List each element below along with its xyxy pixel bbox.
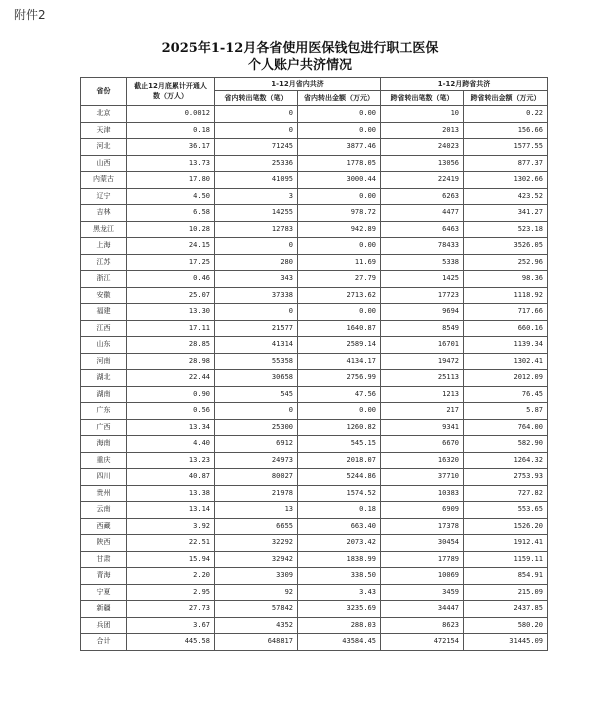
cross-amount-cell: 3526.05 <box>464 238 548 255</box>
table-row <box>81 584 548 601</box>
header-intra-count: 省内转出笔数（笔） <box>215 91 298 106</box>
cross-amount-cell: 76.45 <box>464 386 548 403</box>
cumulative-cell: 22.51 <box>127 535 215 552</box>
cross-amount-cell: 580.20 <box>464 617 548 634</box>
table-row <box>81 601 548 618</box>
cross-count-cell: 78433 <box>381 238 464 255</box>
cumulative-cell: 13.30 <box>127 304 215 321</box>
table-row <box>81 106 548 123</box>
cross-amount-cell: 5.87 <box>464 403 548 420</box>
cumulative-cell: 3.67 <box>127 617 215 634</box>
province-cell: 天津 <box>81 122 127 139</box>
cumulative-cell: 0.46 <box>127 271 215 288</box>
header-cross-count: 跨省转出笔数（笔） <box>381 91 464 106</box>
table-row <box>81 172 548 189</box>
cumulative-cell: 3.92 <box>127 518 215 535</box>
province-cell: 上海 <box>81 238 127 255</box>
cross-count-cell: 8623 <box>381 617 464 634</box>
intra-amount-cell: 3.43 <box>298 584 381 601</box>
cross-count-cell: 16701 <box>381 337 464 354</box>
cumulative-cell: 0.0012 <box>127 106 215 123</box>
intra-amount-cell: 4134.17 <box>298 353 381 370</box>
cross-count-cell: 17378 <box>381 518 464 535</box>
intra-count-cell: 13 <box>215 502 298 519</box>
cumulative-cell: 10.28 <box>127 221 215 238</box>
intra-amount-cell: 27.79 <box>298 271 381 288</box>
province-cell: 山西 <box>81 155 127 172</box>
cross-count-cell: 17789 <box>381 551 464 568</box>
cross-count-cell: 16320 <box>381 452 464 469</box>
province-cell: 辽宁 <box>81 188 127 205</box>
cross-amount-cell: 1139.34 <box>464 337 548 354</box>
table-row <box>81 287 548 304</box>
province-cell: 江苏 <box>81 254 127 271</box>
province-cell: 青海 <box>81 568 127 585</box>
province-cell: 云南 <box>81 502 127 519</box>
intra-amount-cell: 5244.86 <box>298 469 381 486</box>
cross-amount-cell: 215.09 <box>464 584 548 601</box>
table-row <box>81 436 548 453</box>
cumulative-cell: 17.80 <box>127 172 215 189</box>
province-cell: 海南 <box>81 436 127 453</box>
cumulative-cell: 24.15 <box>127 238 215 255</box>
total-row <box>81 634 548 651</box>
intra-count-cell: 3309 <box>215 568 298 585</box>
cross-count-cell: 6670 <box>381 436 464 453</box>
cumulative-cell: 22.44 <box>127 370 215 387</box>
intra-amount-cell: 288.03 <box>298 617 381 634</box>
table-row <box>81 518 548 535</box>
cross-count-cell: 6463 <box>381 221 464 238</box>
cross-amount-cell: 1912.41 <box>464 535 548 552</box>
province-cell: 黑龙江 <box>81 221 127 238</box>
province-cell: 安徽 <box>81 287 127 304</box>
cross-count-cell: 22419 <box>381 172 464 189</box>
intra-count-cell: 41095 <box>215 172 298 189</box>
intra-amount-cell: 2589.14 <box>298 337 381 354</box>
cross-count-cell: 2013 <box>381 122 464 139</box>
cumulative-cell: 13.23 <box>127 452 215 469</box>
cross-count-cell: 6909 <box>381 502 464 519</box>
cross-amount-cell: 523.18 <box>464 221 548 238</box>
header-intra-group: 1-12月省内共济 <box>215 78 381 91</box>
province-cell: 内蒙古 <box>81 172 127 189</box>
cross-amount-cell: 660.16 <box>464 320 548 337</box>
intra-amount-cell: 978.72 <box>298 205 381 222</box>
table-row <box>81 469 548 486</box>
cross-count-cell: 9341 <box>381 419 464 436</box>
intra-count-cell: 0 <box>215 122 298 139</box>
table-row <box>81 419 548 436</box>
cross-amount-cell: 1159.11 <box>464 551 548 568</box>
province-cell: 河北 <box>81 139 127 156</box>
intra-amount-cell: 1260.82 <box>298 419 381 436</box>
table-row <box>81 320 548 337</box>
cross-count-cell: 5338 <box>381 254 464 271</box>
intra-count-cell: 6655 <box>215 518 298 535</box>
table-row <box>81 502 548 519</box>
intra-amount-cell: 0.18 <box>298 502 381 519</box>
cumulative-cell: 4.40 <box>127 436 215 453</box>
intra-count-cell: 3 <box>215 188 298 205</box>
table-body <box>81 106 548 651</box>
cumulative-cell: 28.85 <box>127 337 215 354</box>
table-row <box>81 551 548 568</box>
province-cell: 广东 <box>81 403 127 420</box>
total-cumulative-cell: 445.58 <box>127 634 215 651</box>
intra-count-cell: 343 <box>215 271 298 288</box>
intra-count-cell: 6912 <box>215 436 298 453</box>
total-intra-count-cell: 648817 <box>215 634 298 651</box>
table-row <box>81 452 548 469</box>
intra-count-cell: 0 <box>215 403 298 420</box>
table-row <box>81 238 548 255</box>
table-row <box>81 139 548 156</box>
intra-amount-cell: 1640.87 <box>298 320 381 337</box>
cross-amount-cell: 1118.92 <box>464 287 548 304</box>
cumulative-cell: 15.94 <box>127 551 215 568</box>
intra-amount-cell: 2073.42 <box>298 535 381 552</box>
intra-amount-cell: 2018.07 <box>298 452 381 469</box>
table-row <box>81 122 548 139</box>
intra-count-cell: 30658 <box>215 370 298 387</box>
cumulative-cell: 2.20 <box>127 568 215 585</box>
cross-count-cell: 34447 <box>381 601 464 618</box>
province-cell: 贵州 <box>81 485 127 502</box>
cumulative-cell: 0.90 <box>127 386 215 403</box>
province-cell: 四川 <box>81 469 127 486</box>
cross-count-cell: 4477 <box>381 205 464 222</box>
intra-count-cell: 545 <box>215 386 298 403</box>
table-row <box>81 386 548 403</box>
cross-count-cell: 3459 <box>381 584 464 601</box>
table-row <box>81 353 548 370</box>
province-cell: 兵团 <box>81 617 127 634</box>
intra-count-cell: 12783 <box>215 221 298 238</box>
cross-amount-cell: 764.00 <box>464 419 548 436</box>
intra-amount-cell: 0.00 <box>298 106 381 123</box>
intra-amount-cell: 942.89 <box>298 221 381 238</box>
intra-count-cell: 14255 <box>215 205 298 222</box>
intra-amount-cell: 663.40 <box>298 518 381 535</box>
cross-amount-cell: 156.66 <box>464 122 548 139</box>
intra-amount-cell: 3000.44 <box>298 172 381 189</box>
cumulative-cell: 17.25 <box>127 254 215 271</box>
province-cell: 甘肃 <box>81 551 127 568</box>
total-province-cell: 合计 <box>81 634 127 651</box>
cross-count-cell: 37710 <box>381 469 464 486</box>
province-cell: 广西 <box>81 419 127 436</box>
cross-count-cell: 24023 <box>381 139 464 156</box>
intra-count-cell: 37338 <box>215 287 298 304</box>
cumulative-cell: 0.56 <box>127 403 215 420</box>
data-table <box>80 77 548 651</box>
province-cell: 福建 <box>81 304 127 321</box>
cross-amount-cell: 1302.66 <box>464 172 548 189</box>
table-row <box>81 535 548 552</box>
intra-count-cell: 92 <box>215 584 298 601</box>
intra-amount-cell: 2756.99 <box>298 370 381 387</box>
attachment-label: 附件2 <box>14 8 46 22</box>
cross-amount-cell: 2437.85 <box>464 601 548 618</box>
cumulative-cell: 27.73 <box>127 601 215 618</box>
intra-count-cell: 32292 <box>215 535 298 552</box>
cross-amount-cell: 252.96 <box>464 254 548 271</box>
cross-amount-cell: 877.37 <box>464 155 548 172</box>
intra-count-cell: 0 <box>215 238 298 255</box>
intra-amount-cell: 1778.05 <box>298 155 381 172</box>
cross-amount-cell: 1526.20 <box>464 518 548 535</box>
cross-amount-cell: 1577.55 <box>464 139 548 156</box>
table-row <box>81 403 548 420</box>
intra-count-cell: 55358 <box>215 353 298 370</box>
cumulative-cell: 0.18 <box>127 122 215 139</box>
province-cell: 湖北 <box>81 370 127 387</box>
cross-count-cell: 13056 <box>381 155 464 172</box>
cross-count-cell: 6263 <box>381 188 464 205</box>
total-cross-count-cell: 472154 <box>381 634 464 651</box>
cross-count-cell: 10383 <box>381 485 464 502</box>
intra-amount-cell: 3235.69 <box>298 601 381 618</box>
intra-amount-cell: 0.00 <box>298 122 381 139</box>
intra-count-cell: 25336 <box>215 155 298 172</box>
intra-amount-cell: 0.00 <box>298 304 381 321</box>
province-cell: 北京 <box>81 106 127 123</box>
cross-amount-cell: 423.52 <box>464 188 548 205</box>
intra-amount-cell: 11.69 <box>298 254 381 271</box>
province-cell: 陕西 <box>81 535 127 552</box>
intra-count-cell: 280 <box>215 254 298 271</box>
total-cross-amount-cell: 31445.09 <box>464 634 548 651</box>
header-province: 省份 <box>81 78 127 106</box>
cross-amount-cell: 727.82 <box>464 485 548 502</box>
table-row <box>81 617 548 634</box>
header-cumulative: 截止12月底累计开通人数（万人） <box>127 78 215 106</box>
cross-amount-cell: 582.90 <box>464 436 548 453</box>
cumulative-cell: 40.87 <box>127 469 215 486</box>
province-cell: 湖南 <box>81 386 127 403</box>
table-row <box>81 254 548 271</box>
province-cell: 江西 <box>81 320 127 337</box>
cumulative-cell: 36.17 <box>127 139 215 156</box>
intra-count-cell: 57842 <box>215 601 298 618</box>
intra-count-cell: 0 <box>215 304 298 321</box>
cross-amount-cell: 717.66 <box>464 304 548 321</box>
cross-amount-cell: 1264.32 <box>464 452 548 469</box>
header-intra-amount: 省内转出金额（万元） <box>298 91 381 106</box>
cross-count-cell: 9694 <box>381 304 464 321</box>
intra-count-cell: 0 <box>215 106 298 123</box>
intra-amount-cell: 0.00 <box>298 188 381 205</box>
province-cell: 浙江 <box>81 271 127 288</box>
province-cell: 新疆 <box>81 601 127 618</box>
intra-amount-cell: 0.00 <box>298 403 381 420</box>
cross-amount-cell: 98.36 <box>464 271 548 288</box>
province-cell: 河南 <box>81 353 127 370</box>
page-title: 2025年1-12月各省使用医保钱包进行职工医保 <box>161 41 439 56</box>
cumulative-cell: 25.07 <box>127 287 215 304</box>
table-row <box>81 568 548 585</box>
cross-count-cell: 1213 <box>381 386 464 403</box>
cross-count-cell: 10069 <box>381 568 464 585</box>
intra-count-cell: 21978 <box>215 485 298 502</box>
intra-amount-cell: 545.15 <box>298 436 381 453</box>
intra-amount-cell: 1574.52 <box>298 485 381 502</box>
intra-amount-cell: 3877.46 <box>298 139 381 156</box>
table-row <box>81 271 548 288</box>
cumulative-cell: 13.73 <box>127 155 215 172</box>
intra-count-cell: 4352 <box>215 617 298 634</box>
page-subtitle: 个人账户共济情况 <box>247 58 352 73</box>
intra-amount-cell: 2713.62 <box>298 287 381 304</box>
province-cell: 重庆 <box>81 452 127 469</box>
cumulative-cell: 4.50 <box>127 188 215 205</box>
intra-amount-cell: 1838.99 <box>298 551 381 568</box>
cross-amount-cell: 0.22 <box>464 106 548 123</box>
intra-count-cell: 24973 <box>215 452 298 469</box>
province-cell: 宁夏 <box>81 584 127 601</box>
cross-amount-cell: 1302.41 <box>464 353 548 370</box>
cross-count-cell: 1425 <box>381 271 464 288</box>
cross-count-cell: 217 <box>381 403 464 420</box>
table-row <box>81 221 548 238</box>
table-row <box>81 188 548 205</box>
cross-amount-cell: 2753.93 <box>464 469 548 486</box>
cross-count-cell: 30454 <box>381 535 464 552</box>
table-row <box>81 304 548 321</box>
intra-count-cell: 80027 <box>215 469 298 486</box>
cumulative-cell: 6.58 <box>127 205 215 222</box>
table-row <box>81 370 548 387</box>
intra-count-cell: 21577 <box>215 320 298 337</box>
cumulative-cell: 13.34 <box>127 419 215 436</box>
intra-count-cell: 32942 <box>215 551 298 568</box>
cross-amount-cell: 553.65 <box>464 502 548 519</box>
cumulative-cell: 2.95 <box>127 584 215 601</box>
cumulative-cell: 17.11 <box>127 320 215 337</box>
cross-count-cell: 10 <box>381 106 464 123</box>
cross-count-cell: 17723 <box>381 287 464 304</box>
cross-amount-cell: 341.27 <box>464 205 548 222</box>
province-cell: 山东 <box>81 337 127 354</box>
table-row <box>81 205 548 222</box>
table-row <box>81 485 548 502</box>
intra-count-cell: 71245 <box>215 139 298 156</box>
cross-count-cell: 19472 <box>381 353 464 370</box>
intra-amount-cell: 338.50 <box>298 568 381 585</box>
province-cell: 西藏 <box>81 518 127 535</box>
header-cross-group: 1-12月跨省共济 <box>381 78 548 91</box>
table-row <box>81 155 548 172</box>
intra-count-cell: 41314 <box>215 337 298 354</box>
cross-count-cell: 8549 <box>381 320 464 337</box>
cumulative-cell: 13.38 <box>127 485 215 502</box>
cross-count-cell: 25113 <box>381 370 464 387</box>
intra-amount-cell: 47.56 <box>298 386 381 403</box>
intra-amount-cell: 0.00 <box>298 238 381 255</box>
cross-amount-cell: 854.91 <box>464 568 548 585</box>
cumulative-cell: 28.98 <box>127 353 215 370</box>
cumulative-cell: 13.14 <box>127 502 215 519</box>
total-intra-amount-cell: 43584.45 <box>298 634 381 651</box>
table-row <box>81 337 548 354</box>
intra-count-cell: 25300 <box>215 419 298 436</box>
province-cell: 吉林 <box>81 205 127 222</box>
header-cross-amount: 跨省转出金额（万元） <box>464 91 548 106</box>
cross-amount-cell: 2012.09 <box>464 370 548 387</box>
